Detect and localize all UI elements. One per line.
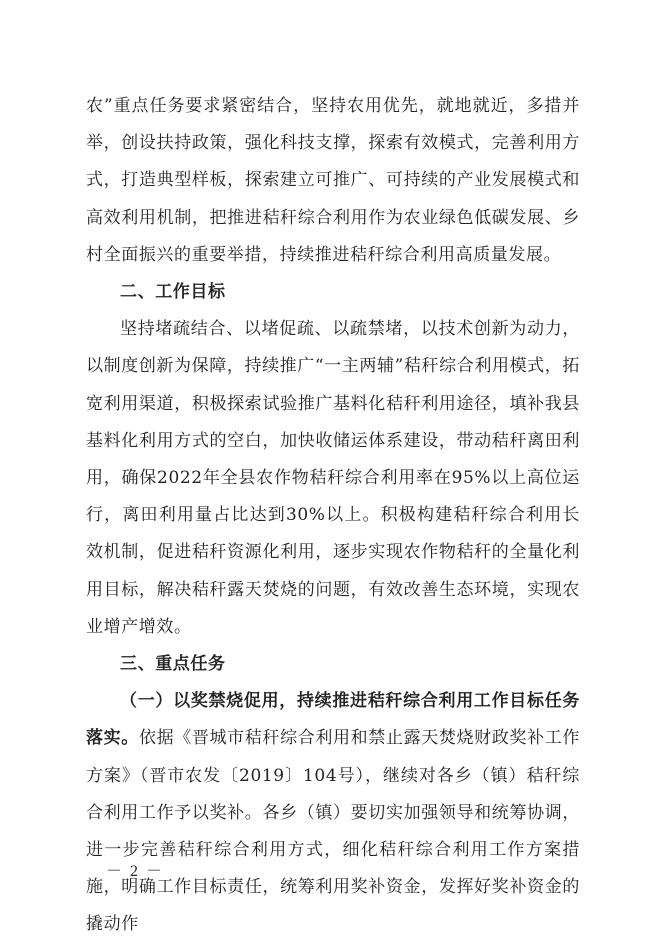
key-task-1-body: 依据《晋城市秸秆综合利用和禁止露天焚烧财政奖补工作方案》（晋市农发〔2019〕104号），继续对各乡（镇）秸秆综合利用工作予以奖补。各乡（镇）要切实加强领导和统筹协调，进一步完善秸秆综合利用方式，细化秸秆综合利用工作方案措施，明确工作目标责任，统筹利用奖补资金，发挥好奖补资金的撬动作 — [86, 728, 580, 935]
paragraph-intro-continuation: 农”重点任务要求紧密结合，坚持农用优先，就地就近，多措并举，创设扶持政策，强化科技支撑，探索有效模式，完善利用方式，打造典型样板，探索建立可推广、可持续的产业发展模式和高效利用机制，把推进秸秆综合利用作为农业绿色低碳发展、乡村全面振兴的重要举措，持续推进秸秆综合利用高质量发展。 — [86, 96, 580, 265]
paragraph-work-goals: 坚持堵疏结合、以堵促疏、以疏禁堵，以技术创新为动力，以制度创新为保障，持续推广“一主两辅”秸秆综合利用模式，拓宽利用渠道，积极探索试验推广基料化秸秆利用途径，填补我县基料化利用方式的空白，加快收储运体系建设，带动秸秆离田利用，确保2022年全县农作物秸秆综合利用率在95%以上高位运行，离田利用量占比达到30%以上。积极构建秸秆综合利用长效机制，促进秸秆资源化利用，逐步实现农作物秸秆的全量化利用目标，解决秸秆露天焚烧的问题，有效改善生态环境，实现农业增产增效。 — [86, 319, 580, 637]
section-heading-work-goals: 二、工作目标 — [120, 282, 226, 303]
page-number: － 2 － — [106, 863, 165, 880]
key-task-1-lead: （一）以奖禁烧促用，持续推进秸秆综合利用工作目标任务落实。 — [86, 691, 580, 749]
section-heading-key-tasks: 三、重点任务 — [120, 654, 226, 675]
document-body — [86, 88, 580, 944]
paragraph-key-task-1 — [86, 683, 580, 943]
